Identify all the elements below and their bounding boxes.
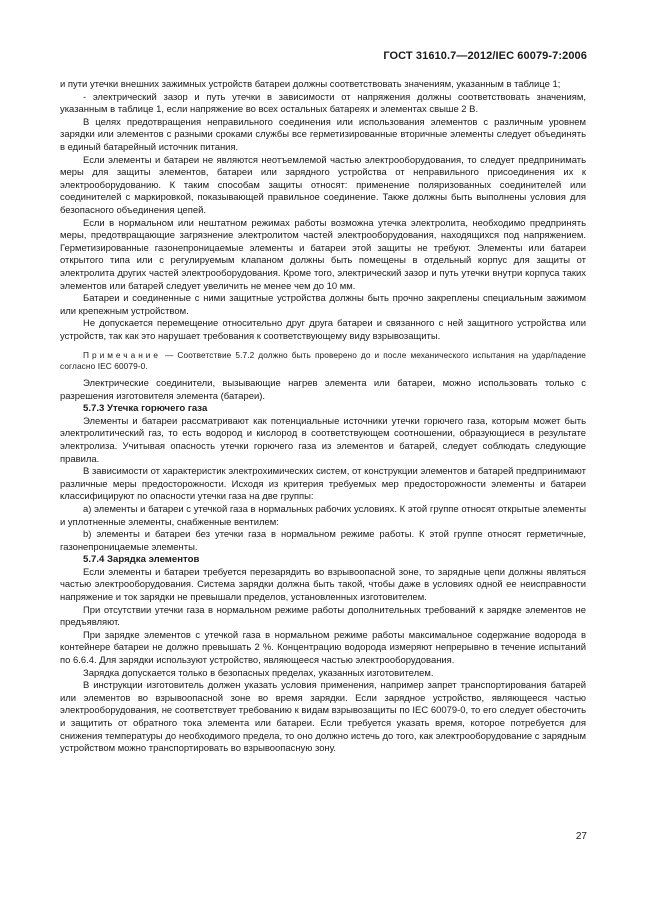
paragraph: В целях предотвращения неправильного соединения или использования элементов с различным уровнем зарядки или элементов с разными сроками службы все герметизированные вторичные элементы следует объединять в единый батарейный источник питания. — [60, 116, 586, 153]
paragraph: Батареи и соединенные с ними защитные устройства должны быть прочно закреплены специальным зажимом или крепежным устройством. — [60, 293, 586, 317]
paragraph: Элементы и батареи рассматривают как потенциальные источники утечки горючего газа, которым может быть электролитический газ, то есть водород и кислород в соответствующем соотношении, образующиеся в результате электролиза. Учитывая опасность утечки горючего газа из элементов и батарей, следует соблюдать следующие правила. — [60, 415, 586, 465]
paragraph: При отсутствии утечки газа в нормальном режиме работы дополнительных требований к зарядке элементов не предъявляют. — [60, 604, 586, 629]
paragraph: В зависимости от характеристик электрохимических систем, от конструкции элементов и батарей предпринимают различные меры предосторожности. Исходя из критерия требуемых мер предосторожности элементы и батареи классифицируют по опасности утечки газа на две группы: — [60, 466, 586, 503]
note-label: Примечание — [83, 349, 162, 360]
paragraph: Если элементы и батареи не являются неотъемлемой частью электрооборудования, то следует предпринимать меры для защиты элементов, батареи или зарядного устройства от неправильного присоединения их к электрооборудованию. К таким способам защиты относят: применение поляризованных соединителей или соединителей с маркировкой, показывающей правильное соединение. Также должны быть выполнены условия для безопасного объединения цепей. — [60, 154, 586, 216]
paragraph: Электрические соединители, вызывающие нагрев элемента или батареи, можно использовать только с разрешения изготовителя элемента (батареи). — [60, 377, 586, 402]
section-heading: 5.7.4 Зарядка элементов — [83, 554, 200, 566]
paragraph: Не допускается перемещение относительно друг друга батареи и связанного с ней защитного устройства или устройств, так как это нарушает требования к соответствующему виду взрывозащиты. — [60, 318, 586, 342]
page-number: 27 — [575, 831, 587, 842]
paragraph: При зарядке элементов с утечкой газа в нормальном режиме работы максимальное содержание водорода в контейнере батареи не должно превышать 2 %. Концентрацию водорода измеряют непрерывно в течение испытаний по 6.6.4. Для зарядки используют устройство, являющееся частью электрооборудования. — [60, 629, 586, 667]
paragraph: а) элементы и батареи с утечкой газа в нормальных рабочих условиях. К этой группе относят открытые элементы и уплотненные элементы, снабженные вентилем: — [60, 503, 586, 528]
paragraph: Зарядка допускается только в безопасных пределах, указанных изготовителем. — [83, 667, 434, 679]
note-paragraph — [60, 350, 586, 373]
paragraph: В инструкции изготовитель должен указать условия применения, например запрет транспортирования батарей или элементов во взрывоопасной зоне во время зарядки. Если зарядное устройство, являющееся частью электрооборудования, не соответствует требованию к видам взрывозащиты по IEC 60079-0, то его следует обесточить и защитить от обратного тока элемента или батареи. Если требуется указать время, которое потребуется для снижения температуры до необходимого предела, то оно должно истечь до того, как электрооборудование с зарядным устройством можно транспортировать во взрывоопасную зону. — [60, 680, 586, 755]
paragraph: b) элементы и батареи без утечки газа в нормальном режиме работы. К этой группе относят герметичные, газонепроницаемые элементы. — [60, 529, 586, 553]
paragraph: Если элементы и батареи требуется перезарядить во взрывоопасной зоне, то зарядные цепи должны являться частью электрооборудования. Система зарядки должна быть такой, чтобы даже в условиях одной ее неисправности напряжение и ток зарядки не превышали пределов, установленных изготовителем. — [60, 566, 586, 604]
note-text: — Соответствие 5.7.2 должно быть проверено до и после механического испытания на удар/падение согласно IEC 60079-0. — [60, 349, 586, 372]
paragraph: и пути утечки внешних зажимных устройств батареи должны соответствовать значениям, указанным в таблице 1; — [60, 79, 561, 90]
document-body — [60, 79, 586, 756]
paragraph: - электрический зазор и путь утечки в зависимости от напряжения должны соответствовать значениям, указанным в таблице 1, если напряжение во всех остальных батареях и элементах свыше 2 В. — [60, 91, 586, 116]
paragraph: Если в нормальном или нештатном режимах работы возможна утечка электролита, необходимо предпринять меры, предотвращающие загрязнение электролитом частей электрооборудования, находящихся под напряжением. Герметизированные газонепроницаемые элементы и батареи этой защиты не требуют. Элементы или батареи открытого типа или с регулируемым клапаном должны быть помещены в отдельный корпус для защиты от электролита других частей электрооборудования. Кроме того, электрический зазор и путь утечки внутри корпуса таких элементов или батарей следует увеличить не менее чем до 10 мм. — [60, 217, 586, 292]
section-heading: 5.7.3 Утечка горючего газа — [83, 403, 208, 415]
standard-header: ГОСТ 31610.7—2012/IEC 60079-7:2006 — [383, 50, 587, 62]
